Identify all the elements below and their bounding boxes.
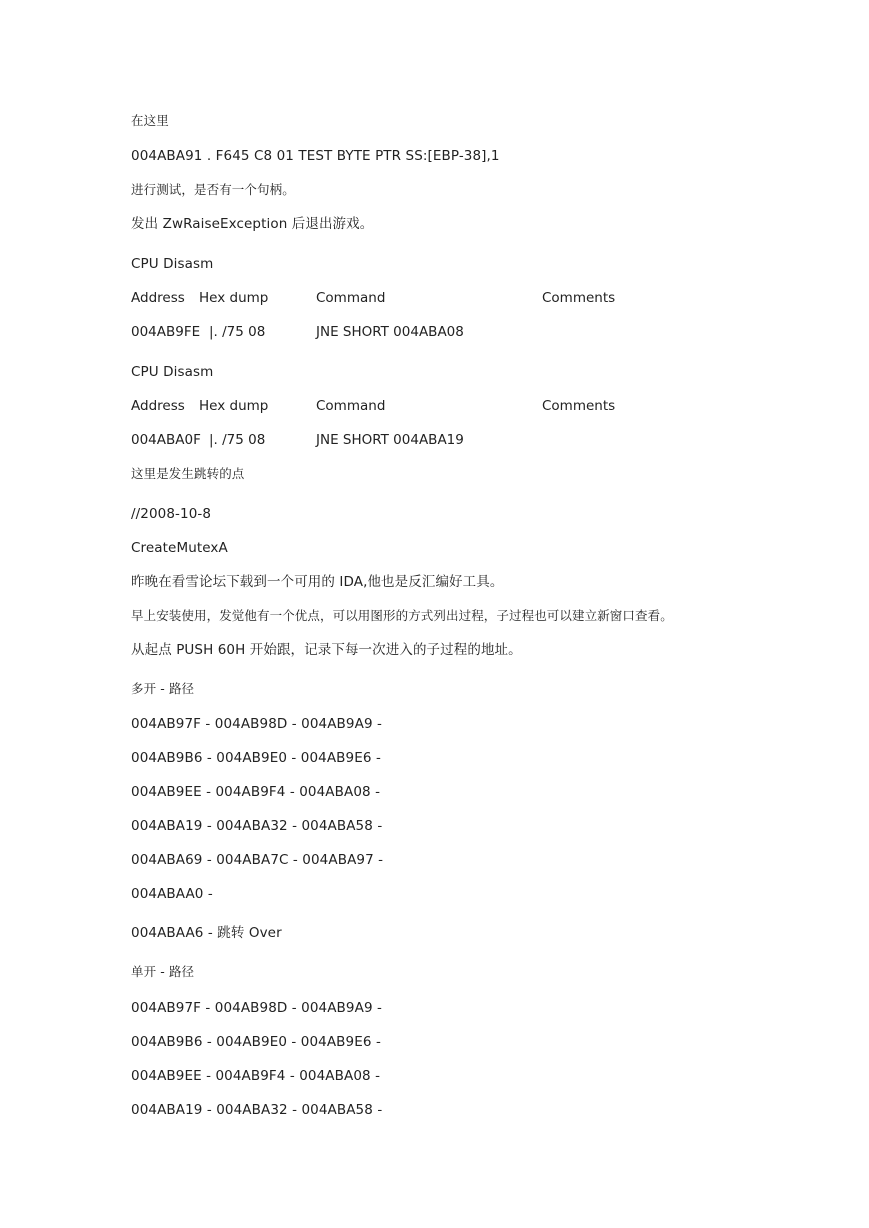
text-line: 在这里 bbox=[131, 113, 169, 128]
address-path-line: 004AB9B6 - 004AB9E0 - 004AB9E6 - bbox=[131, 750, 381, 766]
address-path-line: 004ABA69 - 004ABA7C - 004ABA97 - bbox=[131, 852, 384, 868]
disasm-title: CPU Disasm bbox=[131, 364, 214, 380]
date-line: //2008-10-8 bbox=[131, 506, 212, 522]
disasm-row bbox=[131, 431, 831, 449]
text-line: 早上安装使用，发觉他有一个优点，可以用图形的方式列出过程，子过程也可以建立新窗口查看。 bbox=[131, 608, 673, 623]
code-line: 004ABA91 . F645 C8 01 TEST BYTE PTR SS:[EBP-38],1 bbox=[131, 148, 500, 164]
text-line: 昨晚在看雪论坛下载到一个可用的 IDA,他也是反汇编好工具。 bbox=[131, 574, 504, 590]
address-path-line: 004AB9B6 - 004AB9E0 - 004AB9E6 - bbox=[131, 1034, 381, 1050]
header-hex-dump: Hex dump bbox=[199, 398, 269, 414]
header-address: Address bbox=[131, 398, 185, 414]
row-address: 004ABA0F bbox=[131, 432, 201, 448]
text-line: 发出 ZwRaiseException 后退出游戏。 bbox=[131, 216, 374, 232]
text-line: 进行测试，是否有一个句柄。 bbox=[131, 182, 295, 197]
disasm-header-row bbox=[131, 289, 831, 307]
address-path-line: 004ABA19 - 004ABA32 - 004ABA58 - bbox=[131, 1102, 383, 1118]
text-line: 从起点 PUSH 60H 开始跟，记录下每一次进入的子过程的地址。 bbox=[131, 642, 522, 658]
disasm-title: CPU Disasm bbox=[131, 256, 214, 272]
row-command: JNE SHORT 004ABA19 bbox=[316, 432, 464, 448]
address-path-line: 004ABAA0 - bbox=[131, 886, 213, 902]
address-path-line: 004AB9EE - 004AB9F4 - 004ABA08 - bbox=[131, 1068, 381, 1084]
header-address: Address bbox=[131, 290, 185, 306]
row-hex-dump: |. /75 08 bbox=[209, 324, 266, 340]
row-hex-dump: |. /75 08 bbox=[209, 432, 266, 448]
address-path-line: 004AB9EE - 004AB9F4 - 004ABA08 - bbox=[131, 784, 381, 800]
header-command: Command bbox=[316, 290, 386, 306]
header-comments: Comments bbox=[542, 290, 616, 306]
api-name-line: CreateMutexA bbox=[131, 540, 228, 556]
disasm-row bbox=[131, 323, 831, 341]
address-path-line: 004ABAA6 - 跳转 Over bbox=[131, 925, 282, 941]
section-heading: 单开 - 路径 bbox=[131, 964, 195, 979]
header-command: Command bbox=[316, 398, 386, 414]
section-heading: 多开 - 路径 bbox=[131, 681, 195, 696]
header-comments: Comments bbox=[542, 398, 616, 414]
row-command: JNE SHORT 004ABA08 bbox=[316, 324, 464, 340]
address-path-line: 004AB97F - 004AB98D - 004AB9A9 - bbox=[131, 1000, 382, 1016]
text-line: 这里是发生跳转的点 bbox=[131, 466, 245, 481]
disasm-header-row bbox=[131, 397, 831, 415]
header-hex-dump: Hex dump bbox=[199, 290, 269, 306]
address-path-line: 004AB97F - 004AB98D - 004AB9A9 - bbox=[131, 716, 382, 732]
row-address: 004AB9FE bbox=[131, 324, 201, 340]
address-path-line: 004ABA19 - 004ABA32 - 004ABA58 - bbox=[131, 818, 383, 834]
